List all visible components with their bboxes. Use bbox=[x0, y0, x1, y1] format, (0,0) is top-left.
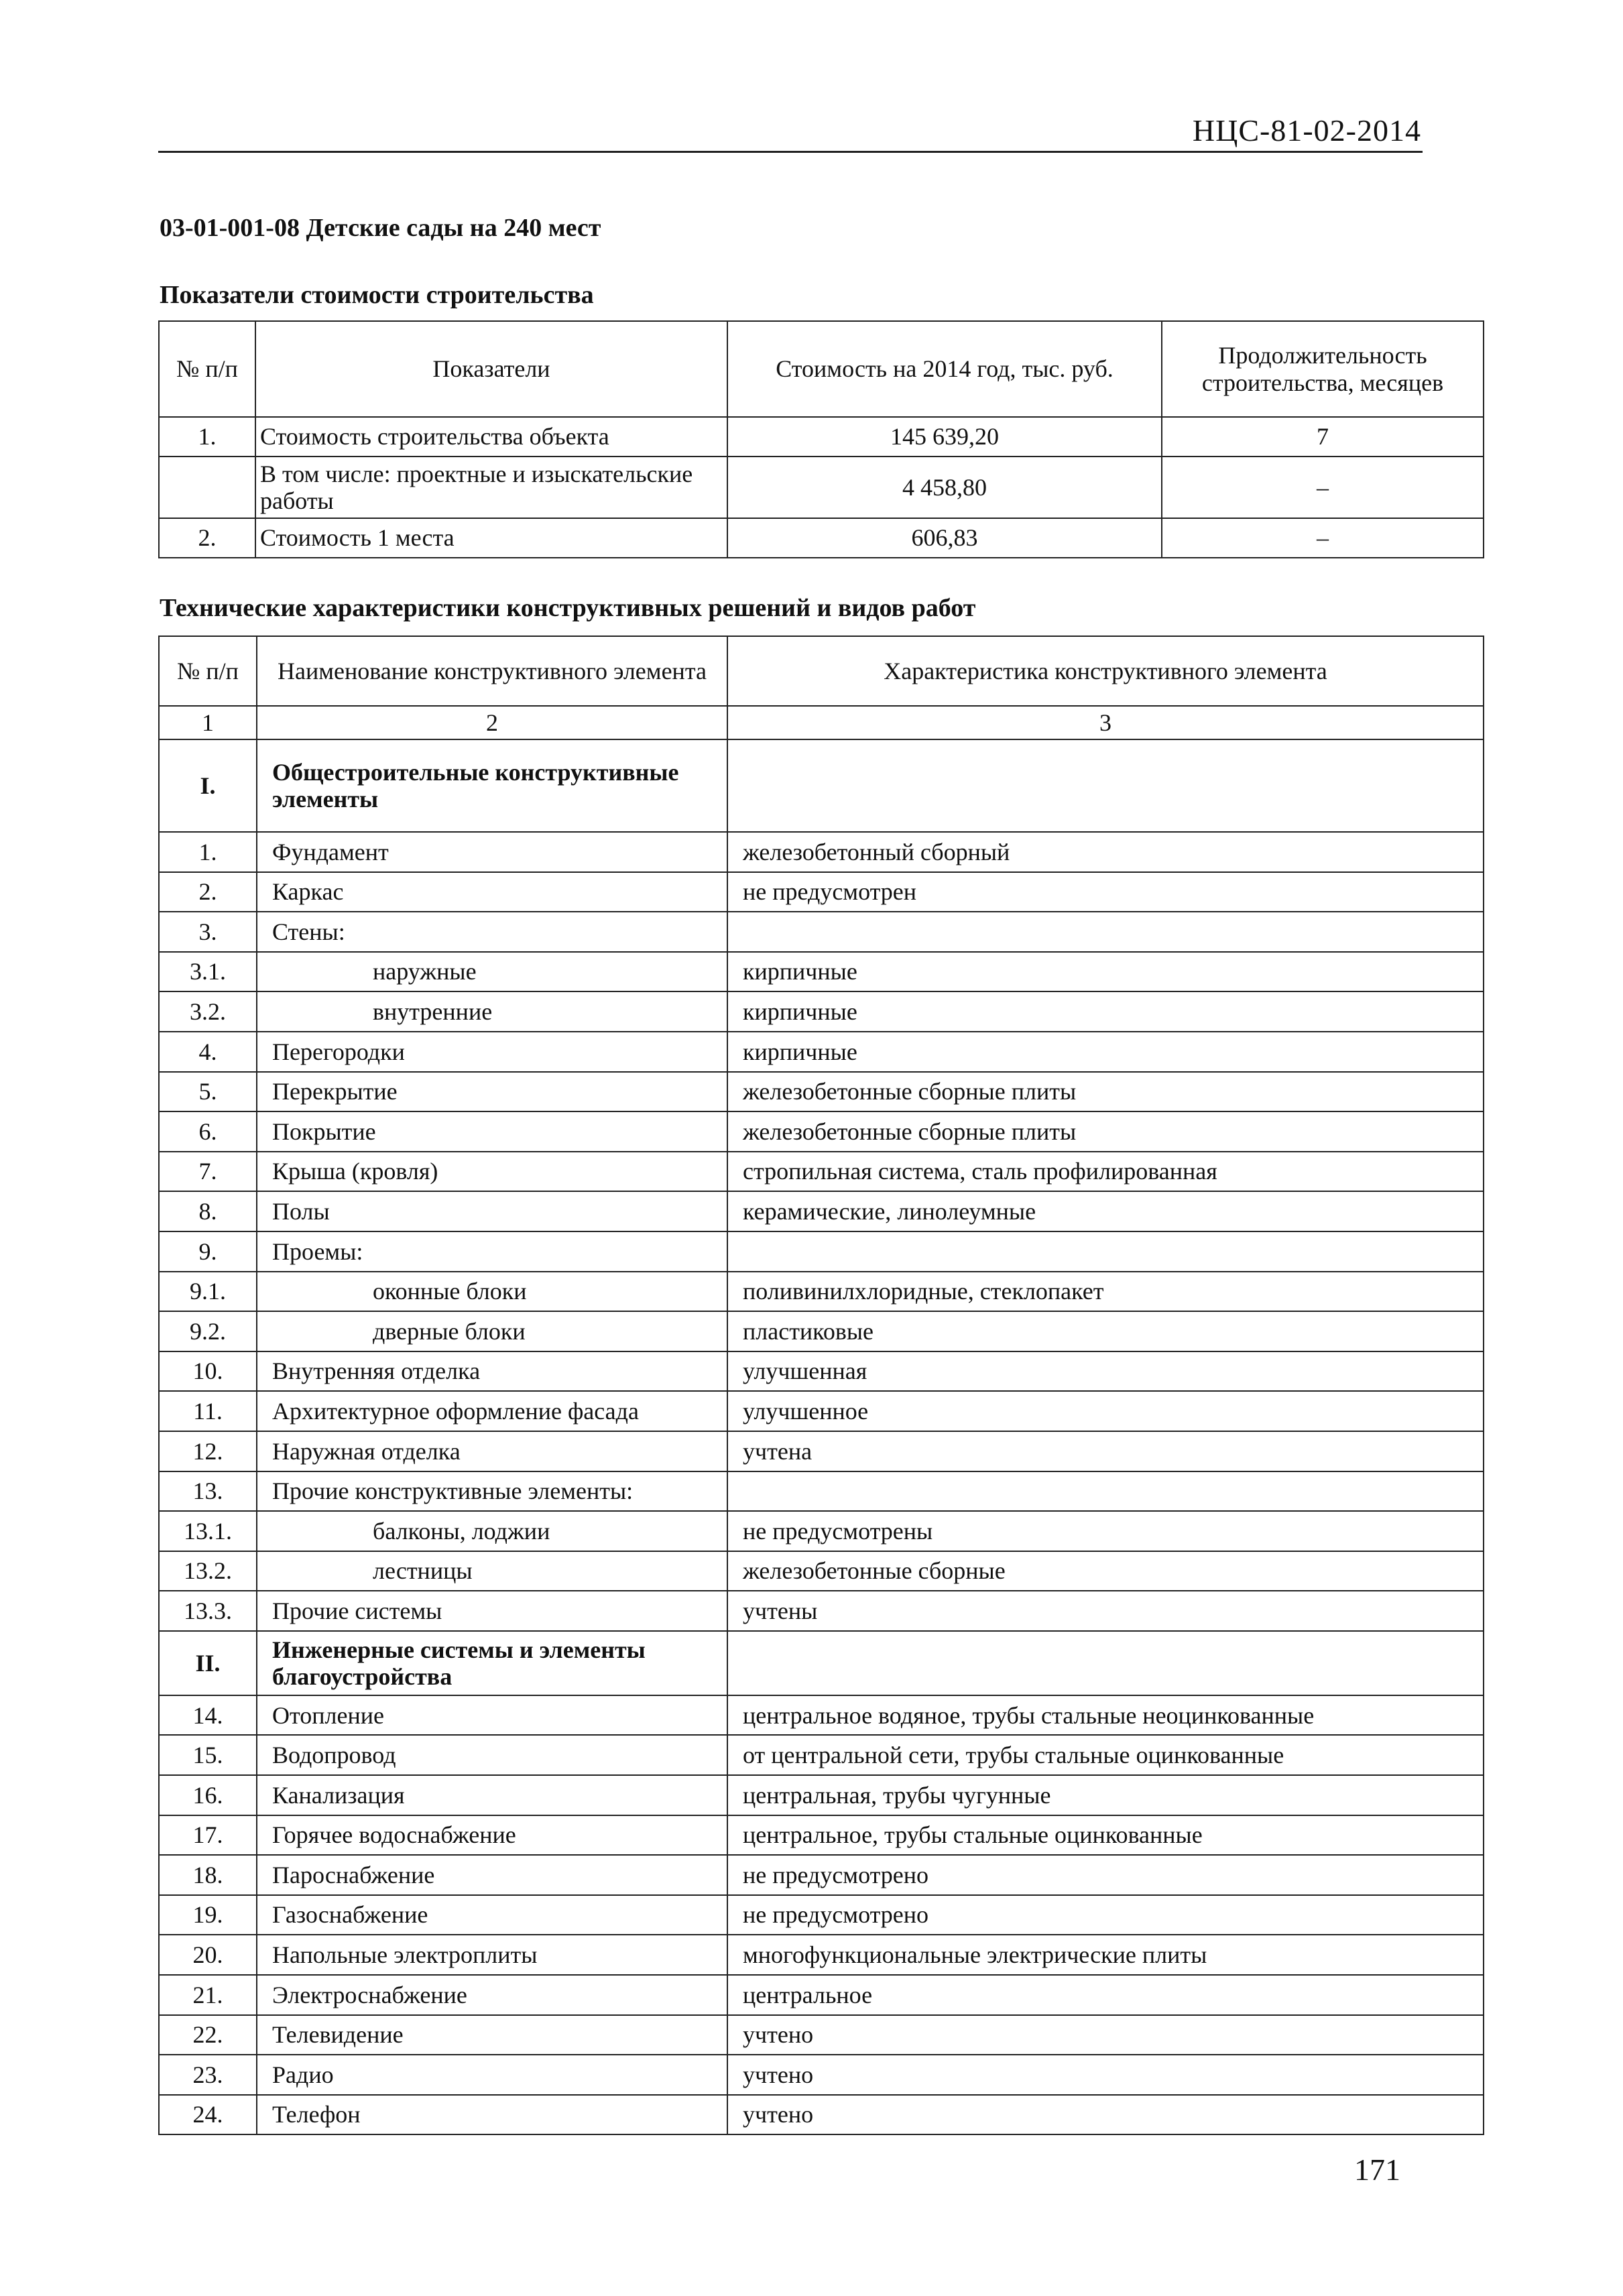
column-header-indicators: Показатели bbox=[255, 321, 727, 417]
row-number: 21. bbox=[159, 1975, 257, 2015]
table-row bbox=[159, 1072, 1484, 1112]
row-number: I. bbox=[159, 739, 257, 832]
table-row bbox=[159, 518, 1484, 558]
table-row bbox=[159, 2095, 1484, 2135]
row-number: 22. bbox=[159, 2015, 257, 2055]
column-header-element: Наименование конструктивного элемента bbox=[257, 636, 727, 706]
cost-table bbox=[158, 320, 1484, 558]
table-row bbox=[159, 1471, 1484, 1512]
element-name: Каркас bbox=[257, 872, 727, 912]
element-characteristic bbox=[727, 912, 1484, 952]
element-characteristic: пластиковые bbox=[727, 1311, 1484, 1351]
element-name: Внутренняя отделка bbox=[257, 1351, 727, 1392]
column-number: 3 bbox=[727, 706, 1484, 739]
element-characteristic: не предусмотрены bbox=[727, 1511, 1484, 1551]
element-characteristic: не предусмотрен bbox=[727, 872, 1484, 912]
row-number: 1. bbox=[159, 417, 255, 457]
duration-value: 7 bbox=[1162, 417, 1484, 457]
element-name: Наружная отделка bbox=[257, 1431, 727, 1471]
element-characteristic: не предусмотрено bbox=[727, 1855, 1484, 1895]
element-characteristic: кирпичные bbox=[727, 1032, 1484, 1072]
element-characteristic: учтено bbox=[727, 2055, 1484, 2095]
tech-table-body bbox=[159, 739, 1484, 2134]
table-row bbox=[159, 1735, 1484, 1775]
row-number: 17. bbox=[159, 1815, 257, 1856]
column-header-number: № п/п bbox=[159, 321, 255, 417]
element-name: оконные блоки bbox=[257, 1272, 727, 1312]
element-characteristic: улучшенное bbox=[727, 1391, 1484, 1431]
row-number: 9. bbox=[159, 1231, 257, 1272]
row-number: 10. bbox=[159, 1351, 257, 1392]
section-name: Инженерные системы и элементы благоустройства bbox=[257, 1631, 727, 1695]
element-name: Напольные электроплиты bbox=[257, 1935, 727, 1975]
row-number: 3. bbox=[159, 912, 257, 952]
table-row bbox=[159, 457, 1484, 518]
element-characteristic: железобетонные сборные bbox=[727, 1551, 1484, 1591]
table-row bbox=[159, 417, 1484, 457]
table-row bbox=[159, 1895, 1484, 1935]
element-name: Телефон bbox=[257, 2095, 727, 2135]
table-row bbox=[159, 1591, 1484, 1631]
tech-section-title: Технические характеристики конструктивных решений и видов работ bbox=[160, 594, 976, 622]
table-row bbox=[159, 1511, 1484, 1551]
section-row bbox=[159, 739, 1484, 832]
element-name: Архитектурное оформление фасада bbox=[257, 1391, 727, 1431]
element-name: Радио bbox=[257, 2055, 727, 2095]
column-number: 2 bbox=[257, 706, 727, 739]
row-number: 13.2. bbox=[159, 1551, 257, 1591]
row-number: 23. bbox=[159, 2055, 257, 2095]
duration-value: – bbox=[1162, 518, 1484, 558]
cost-value: 4 458,80 bbox=[727, 457, 1162, 518]
table-row bbox=[159, 1855, 1484, 1895]
element-name: Горячее водоснабжение bbox=[257, 1815, 727, 1856]
row-number: 9.1. bbox=[159, 1272, 257, 1312]
row-number: 18. bbox=[159, 1855, 257, 1895]
element-name: Покрытие bbox=[257, 1111, 727, 1152]
element-name: внутренние bbox=[257, 991, 727, 1032]
element-characteristic: железобетонные сборные плиты bbox=[727, 1072, 1484, 1112]
row-number bbox=[159, 457, 255, 518]
element-characteristic bbox=[727, 1631, 1484, 1695]
table-row bbox=[159, 1191, 1484, 1231]
table-row bbox=[159, 1351, 1484, 1392]
table-row bbox=[159, 1231, 1484, 1272]
element-name: наружные bbox=[257, 952, 727, 992]
table-row bbox=[159, 1815, 1484, 1856]
element-name: Пароснабжение bbox=[257, 1855, 727, 1895]
element-name: балконы, лоджии bbox=[257, 1511, 727, 1551]
row-number: 5. bbox=[159, 1072, 257, 1112]
column-header-cost: Стоимость на 2014 год, тыс. руб. bbox=[727, 321, 1162, 417]
element-name: Телевидение bbox=[257, 2015, 727, 2055]
table-row bbox=[159, 1311, 1484, 1351]
section-row bbox=[159, 1631, 1484, 1695]
table-row bbox=[159, 872, 1484, 912]
document-code: НЦС-81-02-2014 bbox=[1192, 113, 1421, 147]
table-row bbox=[159, 1152, 1484, 1192]
row-number: 8. bbox=[159, 1191, 257, 1231]
column-numbers-row bbox=[159, 706, 1484, 739]
page-number: 171 bbox=[1354, 2153, 1400, 2187]
element-name: Прочие конструктивные элементы: bbox=[257, 1471, 727, 1512]
element-characteristic: кирпичные bbox=[727, 991, 1484, 1032]
row-number: 2. bbox=[159, 518, 255, 558]
element-characteristic: улучшенная bbox=[727, 1351, 1484, 1392]
element-characteristic: от центральной сети, трубы стальные оцинкованные bbox=[727, 1735, 1484, 1775]
table-row bbox=[159, 1695, 1484, 1736]
row-number: 1. bbox=[159, 832, 257, 872]
element-characteristic: центральное водяное, трубы стальные неоцинкованные bbox=[727, 1695, 1484, 1736]
column-number: 1 bbox=[159, 706, 257, 739]
cost-section-title: Показатели стоимости строительства bbox=[160, 281, 594, 309]
cost-value: 606,83 bbox=[727, 518, 1162, 558]
indicator-name: Стоимость 1 места bbox=[255, 518, 727, 558]
element-characteristic bbox=[727, 1231, 1484, 1272]
column-header-duration: Продолжительность строительства, месяцев bbox=[1162, 321, 1484, 417]
document-title: 03-01-001-08 Детские сады на 240 мест bbox=[160, 214, 601, 242]
element-characteristic bbox=[727, 739, 1484, 832]
column-header-characteristic: Характеристика конструктивного элемента bbox=[727, 636, 1484, 706]
table-row bbox=[159, 1032, 1484, 1072]
element-name: Перекрытие bbox=[257, 1072, 727, 1112]
row-number: 20. bbox=[159, 1935, 257, 1975]
element-characteristic: учтены bbox=[727, 1591, 1484, 1631]
row-number: 2. bbox=[159, 872, 257, 912]
row-number: 13.3. bbox=[159, 1591, 257, 1631]
element-name: Стены: bbox=[257, 912, 727, 952]
column-header-number: № п/п bbox=[159, 636, 257, 706]
row-number: 3.1. bbox=[159, 952, 257, 992]
row-number: 3.2. bbox=[159, 991, 257, 1032]
element-characteristic: учтена bbox=[727, 1431, 1484, 1471]
table-row bbox=[159, 1551, 1484, 1591]
element-characteristic: керамические, линолеумные bbox=[727, 1191, 1484, 1231]
tech-table-header bbox=[159, 636, 1484, 706]
element-name: Газоснабжение bbox=[257, 1895, 727, 1935]
element-name: Водопровод bbox=[257, 1735, 727, 1775]
table-row bbox=[159, 991, 1484, 1032]
row-number: 9.2. bbox=[159, 1311, 257, 1351]
section-name: Общестроительные конструктивные элементы bbox=[257, 739, 727, 832]
row-number: 12. bbox=[159, 1431, 257, 1471]
table-row bbox=[159, 1272, 1484, 1312]
element-characteristic: многофункциональные электрические плиты bbox=[727, 1935, 1484, 1975]
table-row bbox=[159, 1431, 1484, 1471]
row-number: 19. bbox=[159, 1895, 257, 1935]
element-name: Перегородки bbox=[257, 1032, 727, 1072]
element-characteristic: поливинилхлоридные, стеклопакет bbox=[727, 1272, 1484, 1312]
element-name: дверные блоки bbox=[257, 1311, 727, 1351]
table-row bbox=[159, 1975, 1484, 2015]
table-row bbox=[159, 832, 1484, 872]
row-number: 24. bbox=[159, 2095, 257, 2135]
element-name: Крыша (кровля) bbox=[257, 1152, 727, 1192]
element-name: Прочие системы bbox=[257, 1591, 727, 1631]
row-number: 7. bbox=[159, 1152, 257, 1192]
table-row bbox=[159, 1391, 1484, 1431]
header-rule bbox=[158, 151, 1423, 153]
element-name: лестницы bbox=[257, 1551, 727, 1591]
element-characteristic: кирпичные bbox=[727, 952, 1484, 992]
element-characteristic: центральная, трубы чугунные bbox=[727, 1775, 1484, 1815]
element-characteristic bbox=[727, 1471, 1484, 1512]
table-row bbox=[159, 1111, 1484, 1152]
table-row bbox=[159, 952, 1484, 992]
element-characteristic: железобетонный сборный bbox=[727, 832, 1484, 872]
element-characteristic: железобетонные сборные плиты bbox=[727, 1111, 1484, 1152]
table-row bbox=[159, 2055, 1484, 2095]
cost-table-header bbox=[159, 321, 1484, 417]
element-characteristic: не предусмотрено bbox=[727, 1895, 1484, 1935]
row-number: II. bbox=[159, 1631, 257, 1695]
indicator-name: В том числе: проектные и изыскательские работы bbox=[255, 457, 727, 518]
element-name: Проемы: bbox=[257, 1231, 727, 1272]
duration-value: – bbox=[1162, 457, 1484, 518]
table-row bbox=[159, 1775, 1484, 1815]
element-name: Канализация bbox=[257, 1775, 727, 1815]
row-number: 15. bbox=[159, 1735, 257, 1775]
element-name: Электроснабжение bbox=[257, 1975, 727, 2015]
row-number: 6. bbox=[159, 1111, 257, 1152]
tech-table bbox=[158, 636, 1484, 2135]
table-row bbox=[159, 2015, 1484, 2055]
element-characteristic: центральное, трубы стальные оцинкованные bbox=[727, 1815, 1484, 1856]
indicator-name: Стоимость строительства объекта bbox=[255, 417, 727, 457]
table-row bbox=[159, 912, 1484, 952]
row-number: 13.1. bbox=[159, 1511, 257, 1551]
row-number: 13. bbox=[159, 1471, 257, 1512]
cost-value: 145 639,20 bbox=[727, 417, 1162, 457]
element-name: Отопление bbox=[257, 1695, 727, 1736]
row-number: 4. bbox=[159, 1032, 257, 1072]
table-row bbox=[159, 1935, 1484, 1975]
row-number: 11. bbox=[159, 1391, 257, 1431]
element-characteristic: центральное bbox=[727, 1975, 1484, 2015]
element-characteristic: стропильная система, сталь профилированная bbox=[727, 1152, 1484, 1192]
element-name: Фундамент bbox=[257, 832, 727, 872]
row-number: 16. bbox=[159, 1775, 257, 1815]
element-characteristic: учтено bbox=[727, 2015, 1484, 2055]
element-name: Полы bbox=[257, 1191, 727, 1231]
row-number: 14. bbox=[159, 1695, 257, 1736]
element-characteristic: учтено bbox=[727, 2095, 1484, 2135]
